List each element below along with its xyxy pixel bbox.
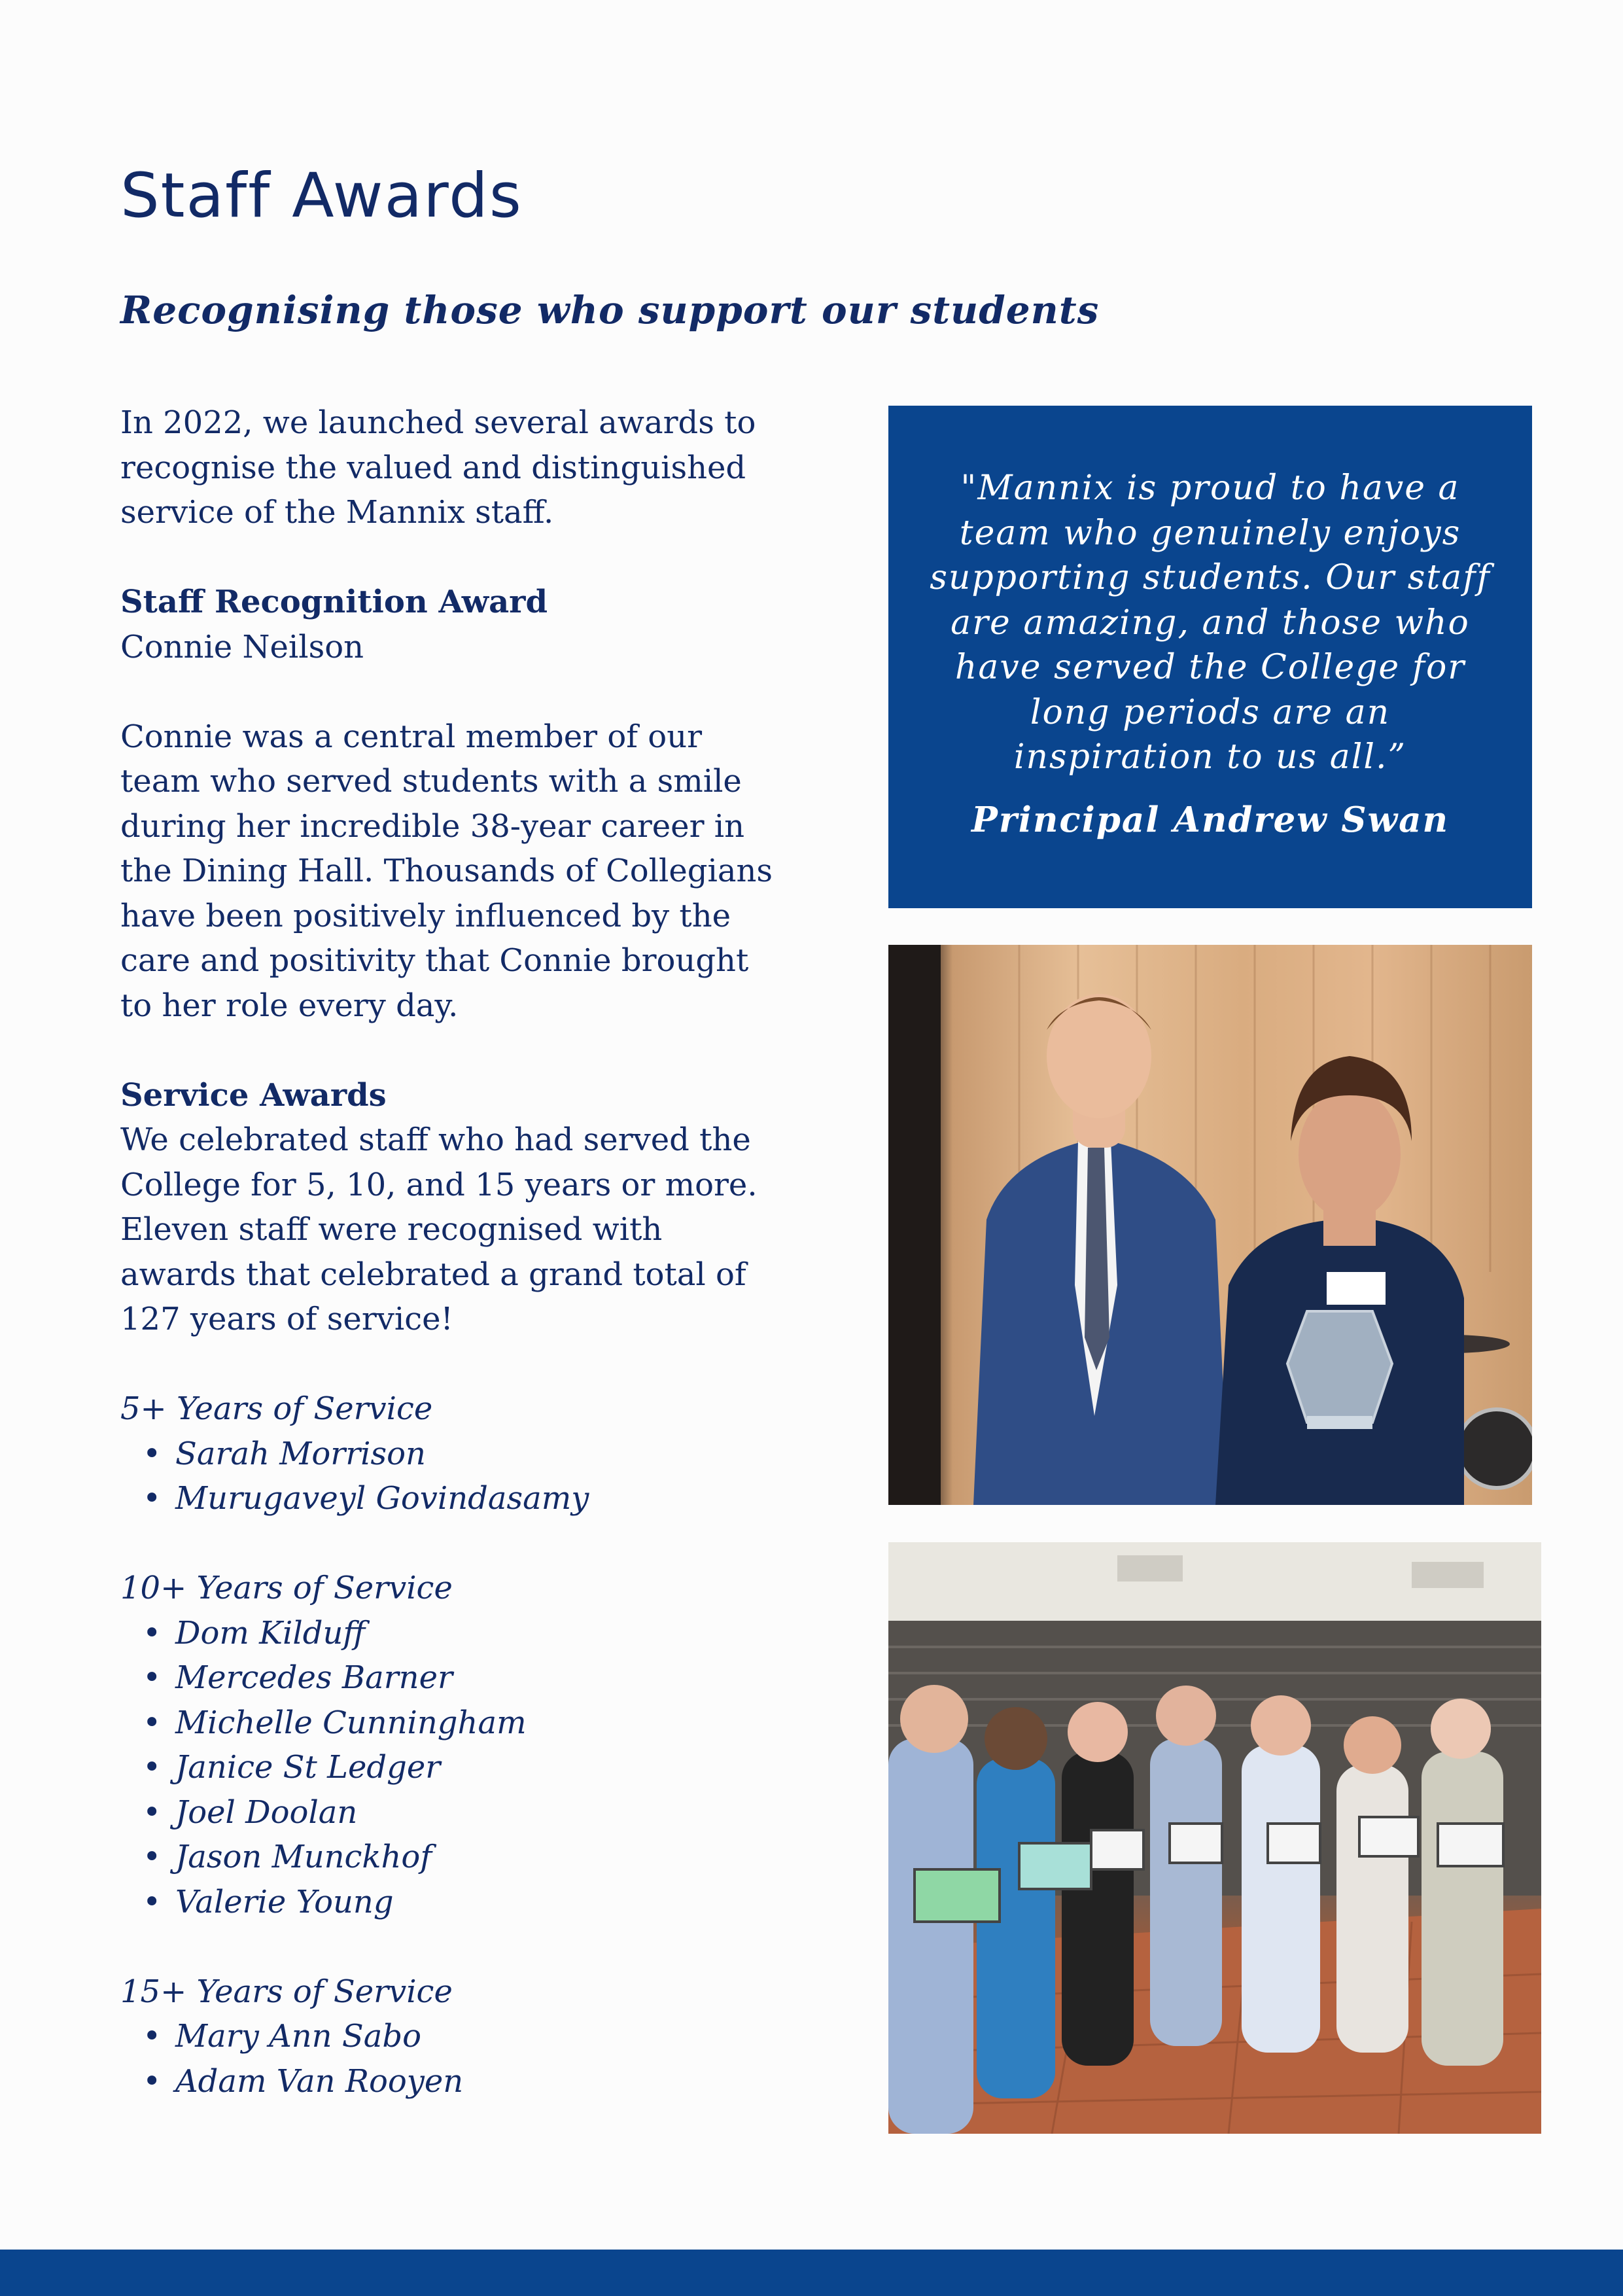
group-photo-illustration [888, 1542, 1541, 2134]
recognition-body-line: Connie was a central member of our [120, 718, 703, 755]
bullet-icon: • [143, 1480, 162, 1517]
bullet-icon: • [143, 1435, 162, 1472]
recognition-body-line: during her incredible 38-year career in [120, 807, 745, 845]
name-tag [1327, 1272, 1386, 1305]
service-body-line: 127 years of service! [120, 1301, 453, 1337]
recognition-award-recipient: Connie Neilson [120, 628, 364, 665]
staff-name: Murugaveyl Govindasamy [175, 1480, 589, 1517]
service-body-line: awards that celebrated a grand total of [120, 1256, 746, 1293]
list-item [120, 2014, 801, 2059]
bullet-icon: • [143, 1839, 162, 1875]
service-list-10-years [120, 1611, 801, 1925]
list-item [120, 1790, 801, 1835]
service-group-label: 5+ Years of Service [120, 1390, 433, 1427]
staff-name: Dom Kilduff [175, 1614, 366, 1651]
list-item [120, 1476, 801, 1521]
list-item [120, 1701, 801, 1746]
page-subtitle: Recognising those who support our students [120, 288, 1100, 332]
service-group-label: 10+ Years of Service [120, 1570, 453, 1606]
list-item [120, 1611, 801, 1656]
intro-line: service of the Mannix staff. [120, 494, 554, 531]
service-group-label: 15+ Years of Service [120, 1973, 453, 2010]
quote-line: long periods are an [1030, 692, 1391, 732]
staff-name: Jason Munckhof [175, 1839, 432, 1875]
service-awards-heading: Service Awards [120, 1076, 387, 1114]
quote-text [915, 466, 1506, 780]
recognition-body-line: have been positively influenced by the [120, 897, 731, 934]
staff-name: Michelle Cunningham [175, 1704, 527, 1741]
service-list-5-years [120, 1432, 801, 1521]
staff-name: Joel Doolan [175, 1793, 358, 1831]
staff-name: Valerie Young [175, 1883, 394, 1920]
service-list-15-years [120, 2014, 801, 2104]
bullet-icon: • [143, 1704, 162, 1741]
bullet-icon: • [143, 1883, 162, 1920]
staff-name: Mary Ann Sabo [175, 2018, 421, 2055]
bullet-icon: • [143, 2062, 162, 2100]
list-item [120, 1432, 801, 1477]
quote-author: Principal Andrew Swan [971, 799, 1450, 840]
list-item [120, 1880, 801, 1925]
quote-line: "Mannix is proud to have a [960, 468, 1460, 508]
bullet-icon: • [143, 1614, 162, 1651]
bullet-icon: • [143, 1749, 162, 1786]
page-title: Staff Awards [120, 160, 523, 232]
quote-line: inspiration to us all.” [1013, 737, 1407, 777]
service-body-line: College for 5, 10, and 15 years or more. [120, 1166, 758, 1203]
recognition-body-line: the Dining Hall. Thousands of Collegians [120, 853, 773, 889]
service-body-line: We celebrated staff who had served the [120, 1122, 751, 1158]
recognition-body-line: care and positivity that Connie brought [120, 942, 749, 979]
staff-name: Adam Van Rooyen [175, 2062, 464, 2100]
list-item [120, 1745, 801, 1790]
bullet-icon: • [143, 2018, 162, 2055]
award-presentation-photo [888, 945, 1532, 1505]
quote-line: supporting students. Our staff [930, 558, 1491, 597]
recognition-body-line: team who served students with a smile [120, 763, 742, 800]
intro-line: recognise the valued and distinguished [120, 449, 746, 486]
list-item [120, 1655, 801, 1701]
intro-line: In 2022, we launched several awards to [120, 404, 756, 441]
bullet-icon: • [143, 1659, 162, 1696]
principal-quote-box [888, 406, 1532, 908]
recognition-award-heading: Staff Recognition Award [120, 584, 548, 620]
service-awards-group-photo [888, 1542, 1541, 2134]
award-photo-illustration [888, 945, 1532, 1505]
staff-name: Janice St Ledger [175, 1749, 441, 1786]
quote-line: are amazing, and those who [951, 603, 1470, 643]
article-body [120, 400, 801, 2104]
staff-name: Sarah Morrison [175, 1435, 426, 1472]
footer-bar [0, 2250, 1623, 2296]
staff-name: Mercedes Barner [175, 1659, 453, 1696]
recognition-body-line: to her role every day. [120, 987, 459, 1024]
quote-line: have served the College for [954, 648, 1466, 687]
list-item [120, 1835, 801, 1880]
service-body-line: Eleven staff were recognised with [120, 1211, 663, 1248]
quote-line: team who genuinely enjoys [959, 513, 1461, 553]
list-item [120, 2059, 801, 2104]
bullet-icon: • [143, 1793, 162, 1831]
